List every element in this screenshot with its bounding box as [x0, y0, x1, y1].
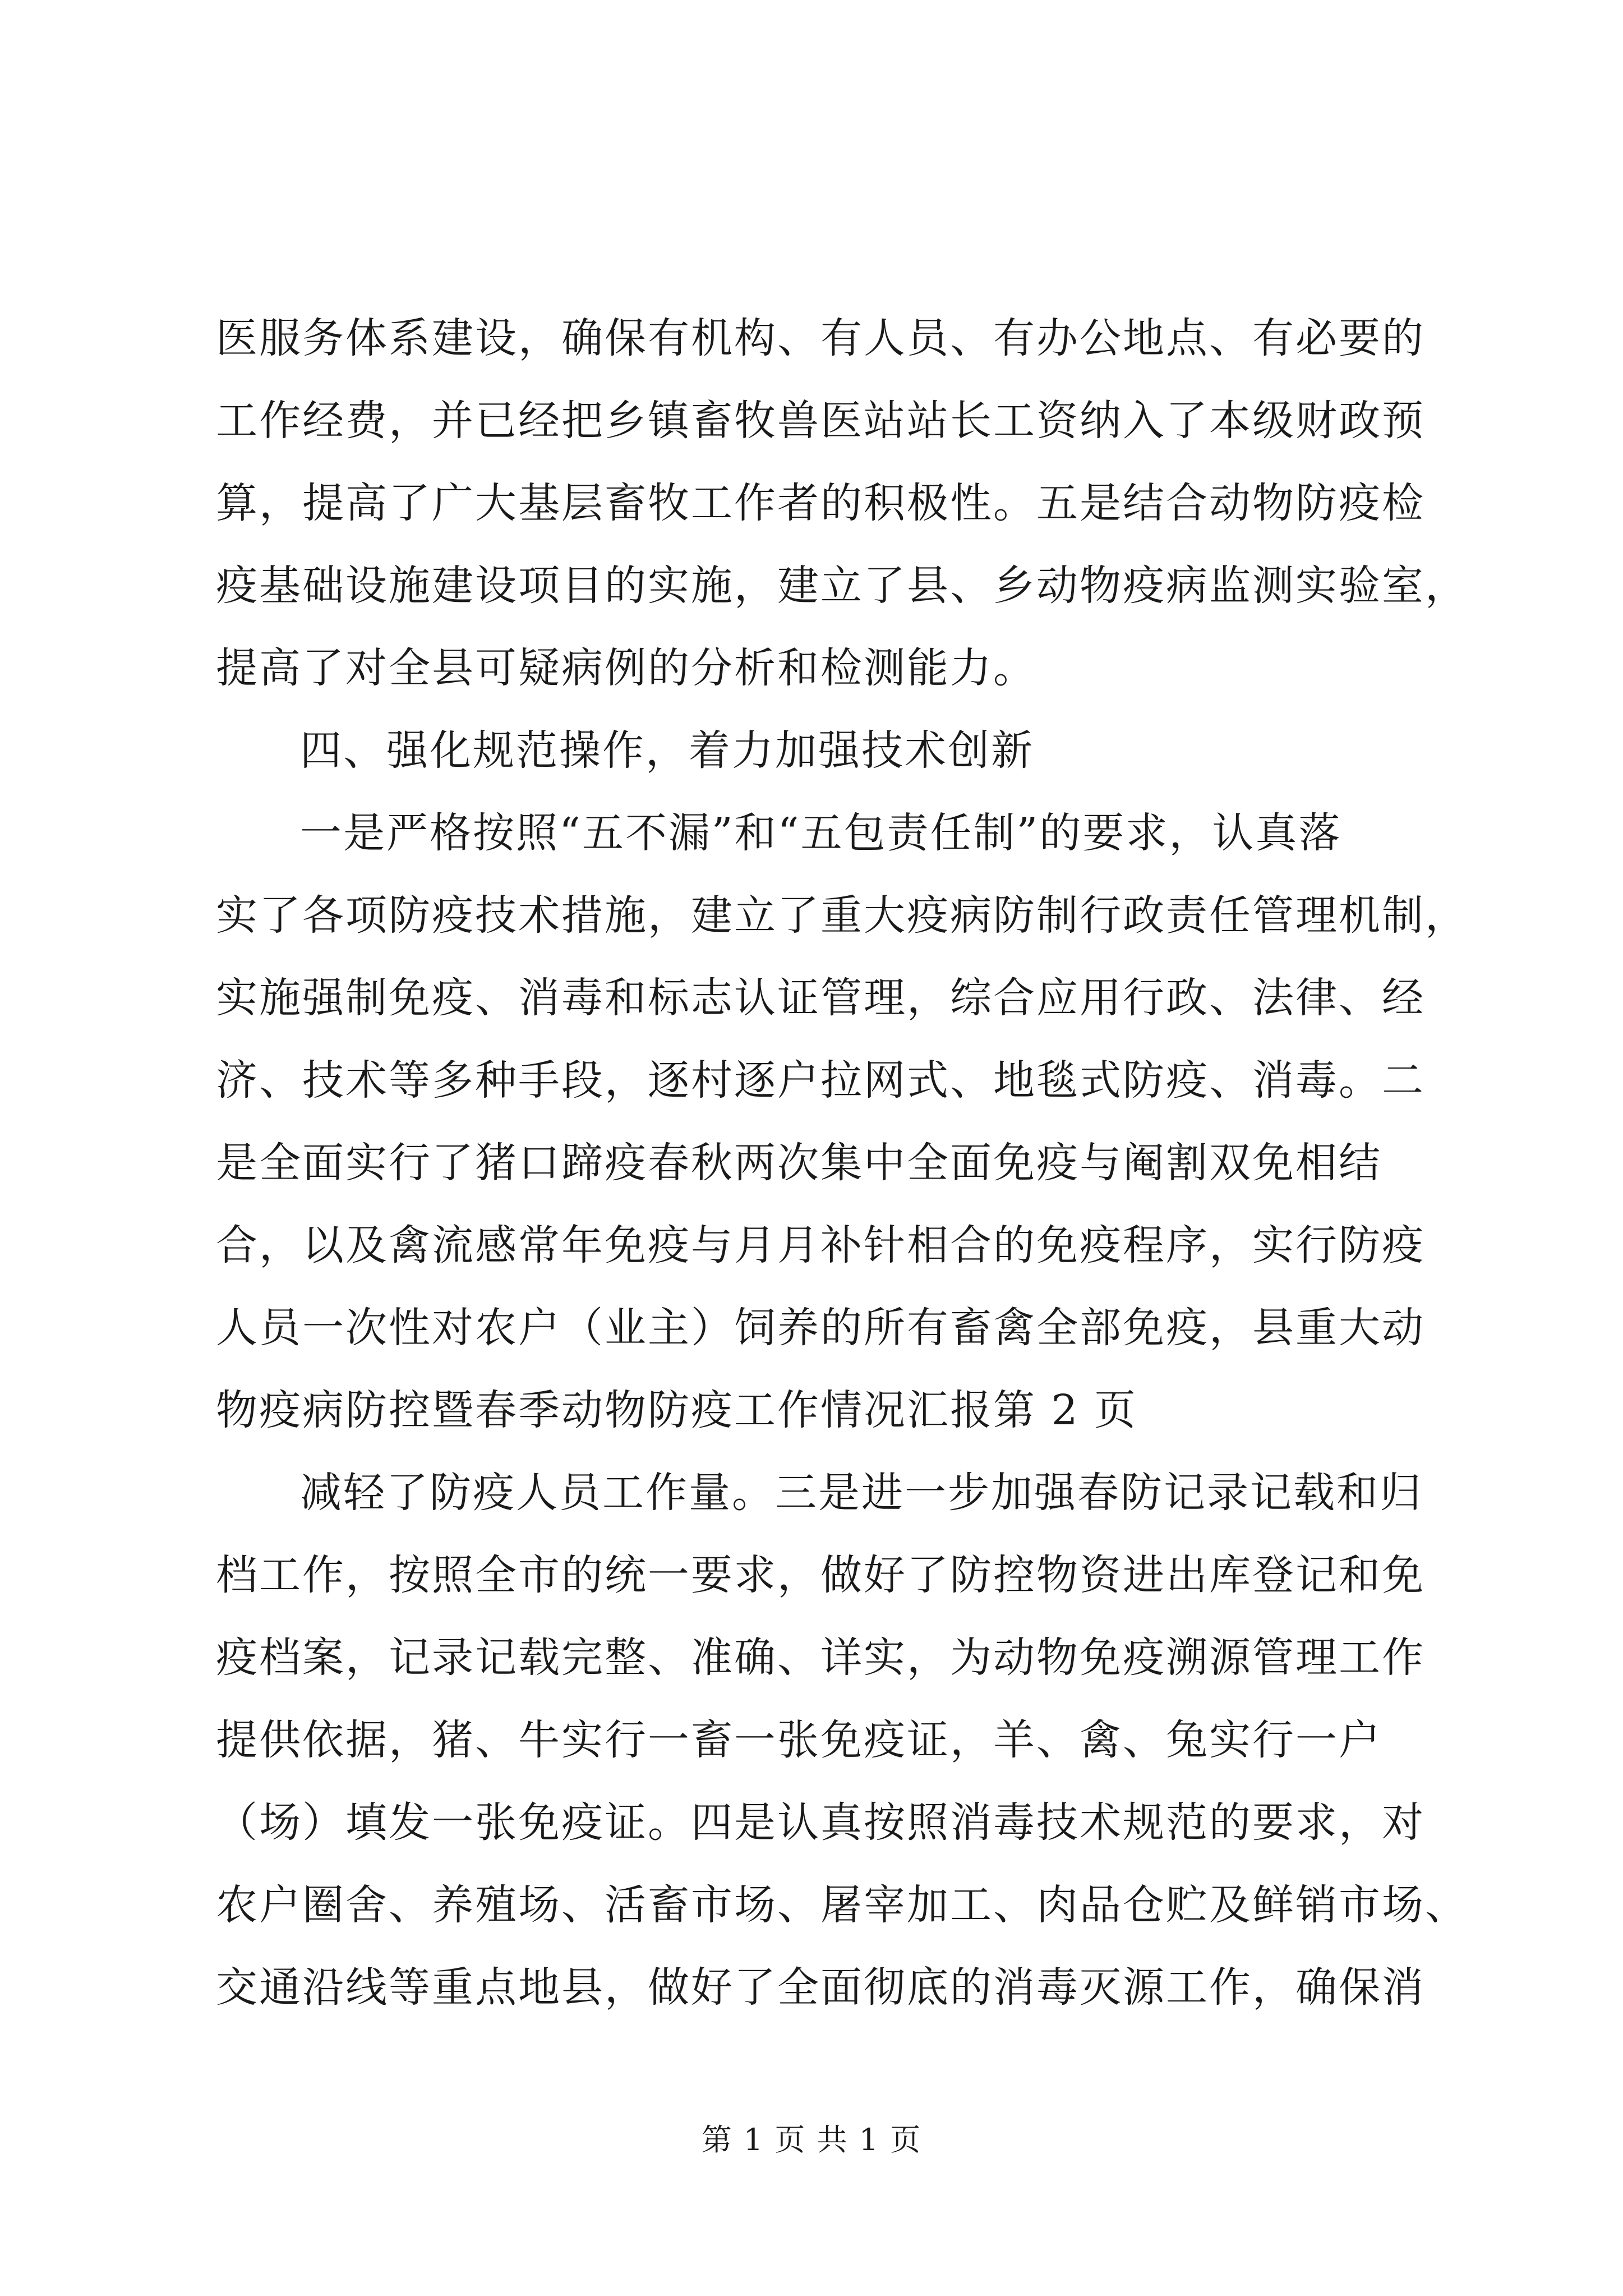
text-line: 一是严格按照“五不漏”和“五包责任制”的要求，认真落	[300, 809, 1342, 857]
text-line: 工作经费，并已经把乡镇畜牧兽医站站长工资纳入了本级财政预	[216, 397, 1425, 445]
text-line: 算，提高了广大基层畜牧工作者的积极性。五是结合动物防疫检	[216, 479, 1425, 527]
text-line: （场）填发一张免疫证。四是认真按照消毒技术规范的要求，对	[216, 1798, 1425, 1847]
text-line: 医服务体系建设，确保有机构、有人员、有办公地点、有必要的	[216, 314, 1425, 362]
page-footer: 第 1 页 共 1 页	[701, 2122, 922, 2157]
text-line: 提供依据，猪、牛实行一畜一张免疫证，羊、禽、兔实行一户	[216, 1716, 1382, 1764]
text-line: 物疫病防控暨春季动物防疫工作情况汇报第 2 页	[216, 1386, 1138, 1434]
text-line: 农户圈舍、养殖场、活畜市场、屠宰加工、肉品仓贮及鲜销市场、	[216, 1881, 1468, 1929]
text-line: 人员一次性对农户（业主）饲养的所有畜禽全部免疫，县重大动	[216, 1304, 1425, 1352]
text-line: 提高了对全县可疑病例的分析和检测能力。	[216, 644, 1036, 692]
text-line: 疫基础设施建设项目的实施，建立了县、乡动物疫病监测实验室，	[216, 562, 1468, 610]
text-line: 实了各项防疫技术措施，建立了重大疫病防制行政责任管理机制，	[216, 891, 1468, 940]
text-line: 济、技术等多种手段，逐村逐户拉网式、地毯式防疫、消毒。二	[216, 1056, 1425, 1105]
text-line: 档工作，按照全市的统一要求，做好了防控物资进出库登记和免	[216, 1551, 1425, 1599]
text-line: 是全面实行了猪口蹄疫春秋两次集中全面免疫与阉割双免相结	[216, 1139, 1382, 1187]
text-line: 实施强制免疫、消毒和标志认证管理，综合应用行政、法律、经	[216, 974, 1425, 1022]
text-line: 合，以及禽流感常年免疫与月月补针相合的免疫程序，实行防疫	[216, 1221, 1425, 1269]
text-line: 交通沿线等重点地县，做好了全面彻底的消毒灭源工作，确保消	[216, 1963, 1425, 2012]
text-line: 疫档案，记录记载完整、准确、详实，为动物免疫溯源管理工作	[216, 1634, 1425, 1682]
section-heading: 四、强化规范操作，着力加强技术创新	[300, 726, 1034, 775]
text-line: 减轻了防疫人员工作量。三是进一步加强春防记录记载和归	[300, 1469, 1423, 1517]
